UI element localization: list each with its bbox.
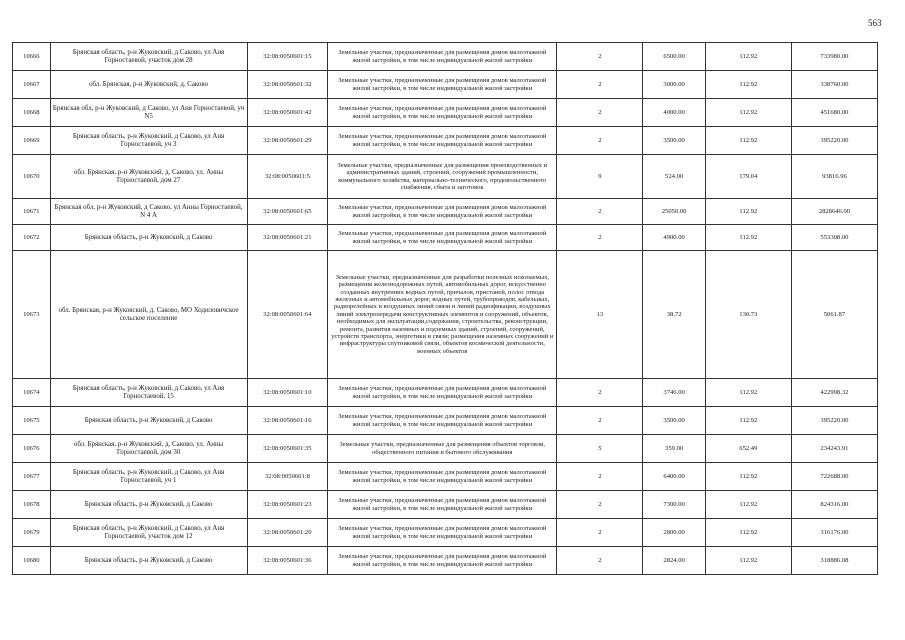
cadastral-number-cell: 32:08:0050601:64	[247, 251, 328, 379]
cadastral-value-cell: 553308.00	[791, 225, 877, 251]
address-cell: Брянская обл, р-н Жуковский, д Саково, ул Анны Горностаевой, N 4 А	[50, 199, 247, 225]
group-code-cell: 2	[557, 43, 643, 71]
area-cell: 6400.00	[643, 463, 705, 491]
address-cell: Брянская обл, р-н Жуковский, д Саково, ул Аня Горностаевой, уч N5	[50, 99, 247, 127]
address-cell: Брянская область, р-н Жуковский, д Саково	[50, 547, 247, 575]
address-cell: Брянская область, р-н Жуковский, д Саково, ул Аня Горностаевой, уч 3	[50, 127, 247, 155]
area-cell: 3746.00	[643, 379, 705, 407]
land-use-cell: Земельные участки, предназначенные для размещения домов малоэтажной жилой застройки, в том числе индивидуальной жилой застройки	[328, 379, 557, 407]
cadastral-number-cell: 32:08:0050601:5	[247, 155, 328, 199]
cadastral-value-cell: 318886.08	[791, 547, 877, 575]
land-use-cell: Земельные участки, предназначенные для размещения домов малоэтажной жилой застройки, в том числе индивидуальной жилой застройки	[328, 407, 557, 435]
land-use-cell: Земельные участки, предназначенные для размещения домов малоэтажной жилой застройки, в том числе индивидуальной жилой застройки	[328, 127, 557, 155]
area-cell: 6500.00	[643, 43, 705, 71]
cadastral-number-cell: 32:08:0050601:42	[247, 99, 328, 127]
row-number-cell: 10680	[13, 547, 51, 575]
address-cell: обл. Брянская, р-н Жуковский, д. Саково, МО Ходиловичское сельское поселение	[50, 251, 247, 379]
cadastral-value-cell: 5061.87	[791, 251, 877, 379]
specific-value-cell: 112.92	[705, 43, 791, 71]
table-row	[13, 99, 878, 127]
table-row	[13, 463, 878, 491]
cadastral-value-cell: 422998.32	[791, 379, 877, 407]
group-code-cell: 13	[557, 251, 643, 379]
cadastral-value-cell: 733980.00	[791, 43, 877, 71]
specific-value-cell: 112.92	[705, 127, 791, 155]
row-number-cell: 10669	[13, 127, 51, 155]
area-cell: 4000.00	[643, 99, 705, 127]
cadastral-value-cell: 316176.00	[791, 519, 877, 547]
address-cell: Брянская область, р-н Жуковский, д Саково	[50, 407, 247, 435]
cadastral-value-cell: 722688.00	[791, 463, 877, 491]
land-use-cell: Земельные участки, предназначенные для разработки полезных ископаемых, размещения железнодорожных путей, автомобильных дорог, искусственно созданных внутренних водных путей, причалов, пристаней, полос отвода железных и автомобильных дорог, водных путей, трубопроводов, кабельных, радиорелейных и воздушных линий связи и линий радиофикации, воздушных линий электропередачи конструктивных элементов и сооружений, объектов, необходимых для эксплуатации,содержания, строительства, реконструкции, ремонта, развития наземных и подземных зданий, строений, сооружений, устройств транспорта, энергетики и связи; размещения наземных сооружений и инфраструктуры спутниковой связи, объектов космической деятельности, военных объектов	[328, 251, 557, 379]
land-use-cell: Земельные участки, предназначенные для размещения домов малоэтажной жилой застройки, в том числе индивидуальной жилой застройки	[328, 99, 557, 127]
cadastral-value-cell: 234243.91	[791, 435, 877, 463]
cadastral-number-cell: 32:08:0050601:65	[247, 199, 328, 225]
address-cell: Брянская область, р-н Жуковский, д Саково, ул Аня Горностаевой, участок дом 28	[50, 43, 247, 71]
page-number: 563	[868, 18, 882, 28]
cadastral-value-cell: 338760.00	[791, 71, 877, 99]
cadastral-number-cell: 32:08:0050601:35	[247, 435, 328, 463]
land-use-cell: Земельные участки, предназначенные для размещения производственных и административных зданий, строений, сооружений промышленности, коммунального хозяйства, материально-технического, продовольственного снабжения, сбыта и заготовок	[328, 155, 557, 199]
cadastral-number-cell: 32:08:0050601:21	[247, 225, 328, 251]
area-cell: 38.72	[643, 251, 705, 379]
specific-value-cell: 112.92	[705, 99, 791, 127]
table-row	[13, 127, 878, 155]
specific-value-cell: 112.92	[705, 519, 791, 547]
area-cell: 7300.00	[643, 491, 705, 519]
area-cell: 2800.00	[643, 519, 705, 547]
specific-value-cell: 112.92	[705, 225, 791, 251]
area-cell: 3000.00	[643, 71, 705, 99]
cadastral-value-cell: 93816.96	[791, 155, 877, 199]
specific-value-cell: 112.92	[705, 71, 791, 99]
row-number-cell: 10675	[13, 407, 51, 435]
address-cell: Брянская область, р-н Жуковский, д Саково, ул Аня Горностаевой, уч 1	[50, 463, 247, 491]
table-row	[13, 379, 878, 407]
cadastral-number-cell: 32:08:0050601:16	[247, 407, 328, 435]
row-number-cell: 10679	[13, 519, 51, 547]
address-cell: обл. Брянская, р-н Жуковский, д. Саково	[50, 71, 247, 99]
area-cell: 2824.00	[643, 547, 705, 575]
table-row	[13, 225, 878, 251]
row-number-cell: 10678	[13, 491, 51, 519]
address-cell: обл. Брянская, р-н Жуковский, д. Саково, ул. Анны Горностаевой, дом 27	[50, 155, 247, 199]
group-code-cell: 2	[557, 407, 643, 435]
group-code-cell: 2	[557, 225, 643, 251]
address-cell: Брянская область, р-н Жуковский, д Саково, ул Аня Горностаевой, участок дом 12	[50, 519, 247, 547]
row-number-cell: 10670	[13, 155, 51, 199]
land-use-cell: Земельные участки, предназначенные для размещения домов малоэтажной жилой застройки, в том числе индивидуальной жилой застройки	[328, 199, 557, 225]
specific-value-cell: 112.92	[705, 463, 791, 491]
area-cell: 3500.00	[643, 407, 705, 435]
table-body	[13, 43, 878, 575]
row-number-cell: 10672	[13, 225, 51, 251]
table-row	[13, 155, 878, 199]
row-number-cell: 10667	[13, 71, 51, 99]
row-number-cell: 10671	[13, 199, 51, 225]
row-number-cell: 10674	[13, 379, 51, 407]
group-code-cell: 2	[557, 379, 643, 407]
group-code-cell: 2	[557, 463, 643, 491]
group-code-cell: 2	[557, 199, 643, 225]
group-code-cell: 2	[557, 491, 643, 519]
group-code-cell: 2	[557, 71, 643, 99]
land-use-cell: Земельные участки, предназначенные для размещения домов малоэтажной жилой застройки, в том числе индивидуальной жилой застройки	[328, 547, 557, 575]
specific-value-cell: 112.92	[705, 379, 791, 407]
specific-value-cell: 112.92	[705, 547, 791, 575]
table-row	[13, 251, 878, 379]
cadastral-number-cell: 32:08:0050601:15	[247, 43, 328, 71]
cadastral-value-cell: 395220.00	[791, 407, 877, 435]
specific-value-cell: 112.92	[705, 407, 791, 435]
group-code-cell: 2	[557, 547, 643, 575]
specific-value-cell: 179.04	[705, 155, 791, 199]
address-cell: обл. Брянская, р-н Жуковский, д. Саково, ул. Анны Горностаевой, дом 30	[50, 435, 247, 463]
cadastral-number-cell: 32:08:0050601:8	[247, 463, 328, 491]
land-use-cell: Земельные участки, предназначенные для размещения домов малоэтажной жилой застройки, в том числе индивидуальной жилой застройки	[328, 225, 557, 251]
row-number-cell: 10673	[13, 251, 51, 379]
cadastral-value-cell: 2828646.00	[791, 199, 877, 225]
area-cell: 25050.00	[643, 199, 705, 225]
area-cell: 4900.00	[643, 225, 705, 251]
specific-value-cell: 112.92	[705, 199, 791, 225]
specific-value-cell: 112.92	[705, 491, 791, 519]
cadastral-value-cell: 451680.00	[791, 99, 877, 127]
land-use-cell: Земельные участки, предназначенные для размещения домов малоэтажной жилой застройки, в том числе индивидуальной жилой застройки	[328, 491, 557, 519]
group-code-cell: 5	[557, 435, 643, 463]
cadastral-number-cell: 32:08:0050601:32	[247, 71, 328, 99]
land-use-cell: Земельные участки, предназначенные для размещения домов малоэтажной жилой застройки, в том числе индивидуальной жилой застройки	[328, 43, 557, 71]
cadastral-number-cell: 32:08:0050601:29	[247, 127, 328, 155]
area-cell: 524.00	[643, 155, 705, 199]
specific-value-cell: 130.73	[705, 251, 791, 379]
land-use-cell: Земельные участки, предназначенные для размещения домов малоэтажной жилой застройки, в том числе индивидуальной жилой застройки	[328, 519, 557, 547]
group-code-cell: 2	[557, 99, 643, 127]
specific-value-cell: 652.49	[705, 435, 791, 463]
address-cell: Брянская область, р-н Жуковский, д Саково	[50, 491, 247, 519]
address-cell: Брянская область, р-н Жуковский, д Саково	[50, 225, 247, 251]
cadastral-number-cell: 32:08:0050601:20	[247, 519, 328, 547]
land-use-cell: Земельные участки, предназначенные для размещения объектов торговли, общественного питания и бытового обслуживания	[328, 435, 557, 463]
cadastral-number-cell: 32:08:0050601:36	[247, 547, 328, 575]
land-use-cell: Земельные участки, предназначенные для размещения домов малоэтажной жилой застройки, в том числе индивидуальной жилой застройки	[328, 71, 557, 99]
address-cell: Брянская область, р-н Жуковский, д Саково, ул Аня Горностаевой, 15	[50, 379, 247, 407]
group-code-cell: 9	[557, 155, 643, 199]
group-code-cell: 2	[557, 519, 643, 547]
area-cell: 3500.00	[643, 127, 705, 155]
table-row	[13, 199, 878, 225]
table-row	[13, 43, 878, 71]
table-row	[13, 519, 878, 547]
group-code-cell: 2	[557, 127, 643, 155]
area-cell: 359.00	[643, 435, 705, 463]
row-number-cell: 10666	[13, 43, 51, 71]
table-row	[13, 547, 878, 575]
table-row	[13, 407, 878, 435]
table-row	[13, 71, 878, 99]
row-number-cell: 10677	[13, 463, 51, 491]
cadastral-number-cell: 32:08:0050601:23	[247, 491, 328, 519]
table-row	[13, 491, 878, 519]
cadastral-value-table	[12, 42, 878, 575]
cadastral-number-cell: 32:08:0050601:10	[247, 379, 328, 407]
row-number-cell: 10676	[13, 435, 51, 463]
row-number-cell: 10668	[13, 99, 51, 127]
cadastral-value-cell: 824316.00	[791, 491, 877, 519]
land-use-cell: Земельные участки, предназначенные для размещения домов малоэтажной жилой застройки, в том числе индивидуальной жилой застройки	[328, 463, 557, 491]
table-row	[13, 435, 878, 463]
cadastral-value-cell: 395220.00	[791, 127, 877, 155]
